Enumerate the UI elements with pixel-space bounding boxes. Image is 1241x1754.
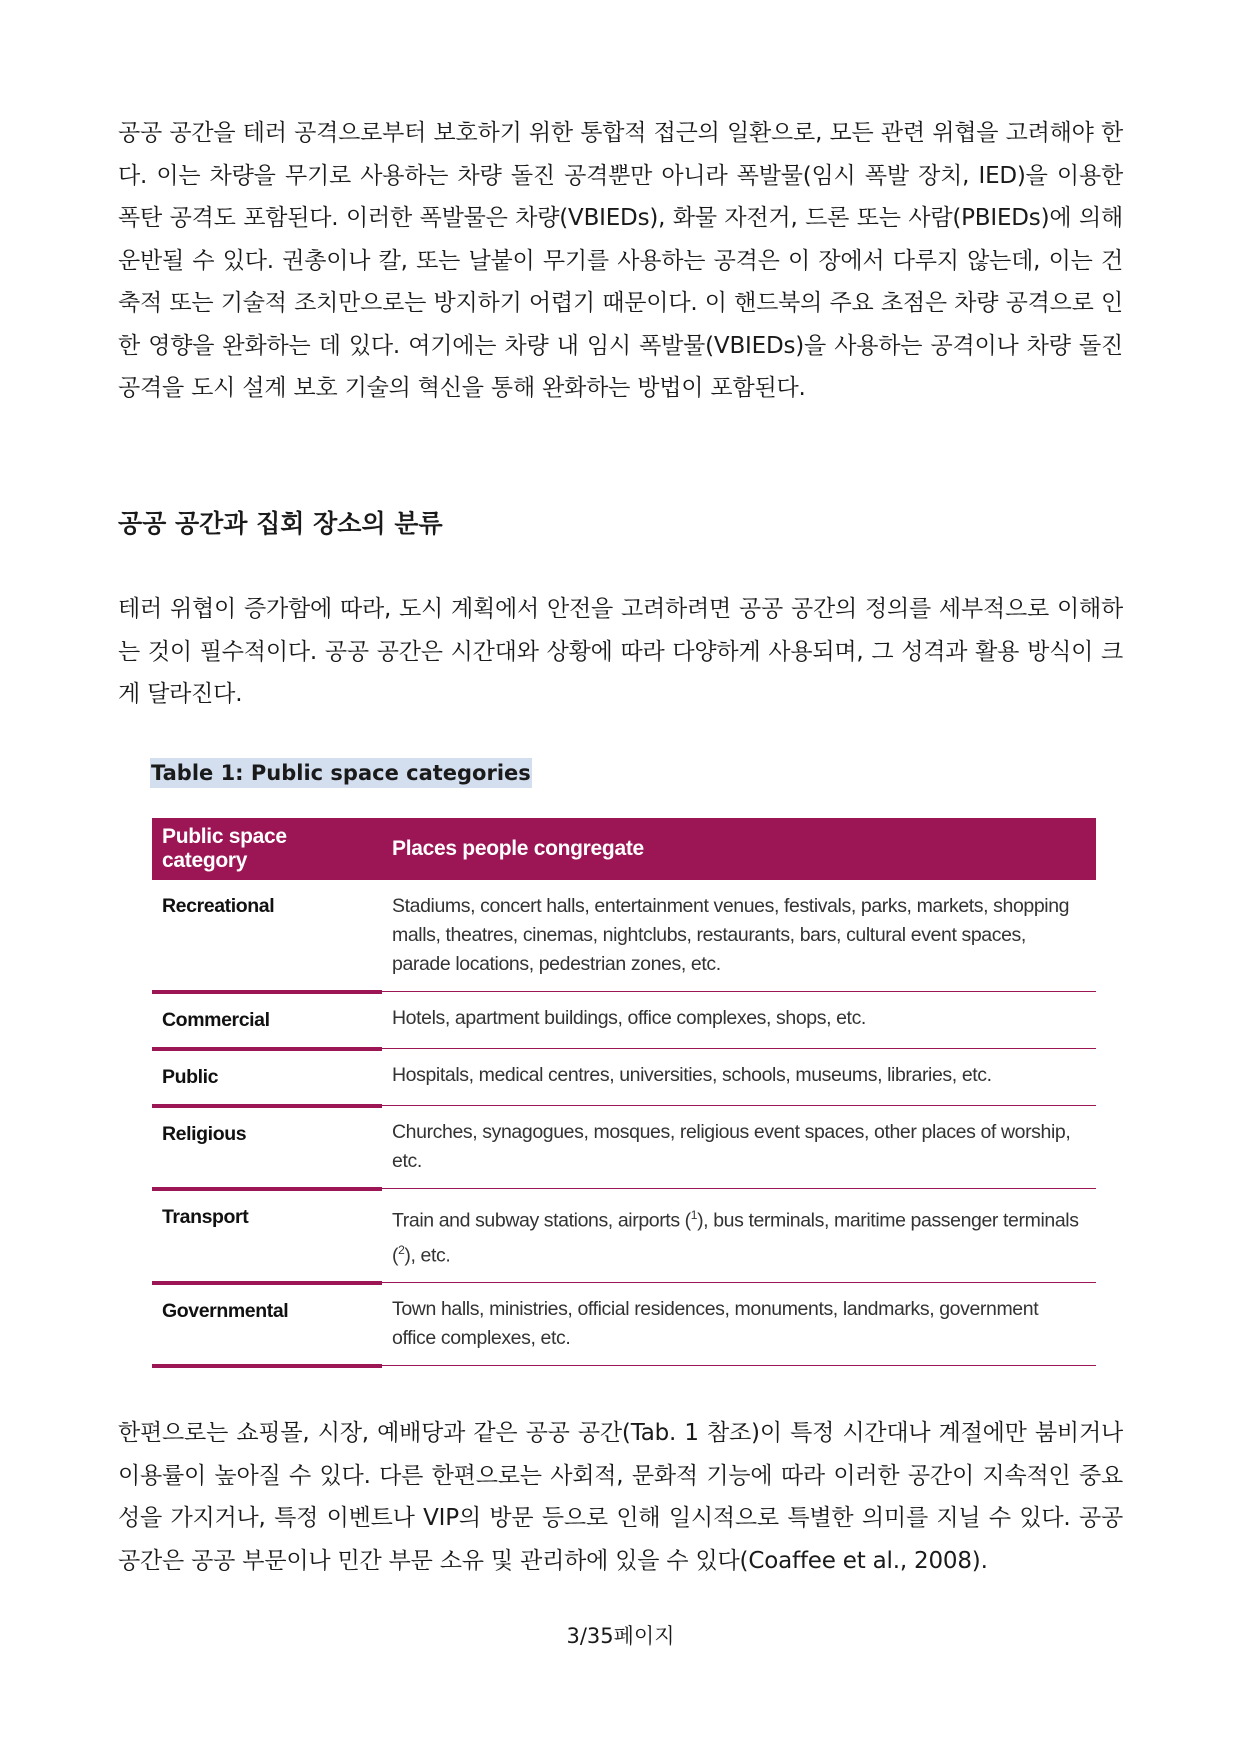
table-row — [152, 1189, 1096, 1283]
places-cell: Hotels, apartment buildings, office complexes, shops, etc. — [382, 992, 1096, 1049]
page-number: 3/35페이지 — [566, 1624, 675, 1648]
closing-paragraph: 한편으로는 쇼핑몰, 시장, 예배당과 같은 공공 공간(Tab. 1 참조)이 특정 시간대나 계절에만 붐비거나 이용률이 높아질 수 있다. 다른 한편으로는 사회적, 문화적 기능에 따라 이러한 공간이 지속적인 중요성을 가지거나, 특정 이벤트나 VIP의 방문 등으로 인해 일시적으로 특별한 의미를 지닐 수 있다. 공공 공간은 공공 부문이나 민간 부문 소유 및 관리하에 있을 수 있다(Coaffee et al., 2008). — [118, 1420, 1123, 1574]
places-cell: Town halls, ministries, official residences, monuments, landmarks, government office complexes, etc. — [382, 1283, 1096, 1366]
footnote-ref-2[interactable]: 2 — [398, 1242, 405, 1257]
section-paragraph: 테러 위협이 증가함에 따라, 도시 계획에서 안전을 고려하려면 공공 공간의 정의를 세부적으로 이해하는 것이 필수적이다. 공공 공간은 시간대와 상황에 따라 다양하게 사용되며, 그 성격과 활용 방식이 크게 달라진다. — [118, 596, 1123, 707]
table-row — [152, 1283, 1096, 1366]
category-cell: Commercial — [152, 992, 382, 1049]
places-cell: Churches, synagogues, mosques, religious event spaces, other places of worship, etc. — [382, 1106, 1096, 1189]
footnote-ref-1[interactable]: 1 — [690, 1208, 698, 1222]
places-cell: Stadiums, concert halls, entertainment venues, festivals, parks, markets, shopping malls, theatres, cinemas, nightclubs, restaurants, bars, cultural event spaces, parade locations, pedestrian zones, etc. — [382, 880, 1096, 992]
intro-paragraph: 공공 공간을 테러 공격으로부터 보호하기 위한 통합적 접근의 일환으로, 모든 관련 위협을 고려해야 한다. 이는 차량을 무기로 사용하는 차량 돌진 공격뿐만 아니라 폭발물(임시 폭발 장치, IED)을 이용한 폭탄 공격도 포함된다. 이러한 폭발물은 차량(VBIEDs), 화물 자전거, 드론 또는 사람(PBIEDs)에 의해 운반될 수 있다. 권총이나 칼, 또는 날붙이 무기를 사용하는 공격은 이 장에서 다루지 않는데, 이는 건축적 또는 기술적 조치만으로는 방지하기 어렵기 때문이다. 이 핸드북의 주요 초점은 차량 공격으로 인한 영향을 완화하는 데 있다. 여기에는 차량 내 임시 폭발물(VBIEDs)을 사용하는 공격이나 차량 돌진 공격을 도시 설계 보호 기술의 혁신을 통해 완화하는 방법이 포함된다. — [118, 120, 1123, 401]
table-row — [152, 1049, 1096, 1106]
table-caption: Table 1: Public space categories — [150, 758, 532, 788]
places-cell — [382, 1189, 1096, 1283]
section-heading: 공공 공간과 집회 장소의 분류 — [118, 509, 443, 538]
table-header-row — [152, 818, 1096, 880]
places-text-part: Train and subway stations, airports ( — [392, 1209, 691, 1232]
category-cell: Public — [152, 1049, 382, 1106]
category-cell: Recreational — [152, 880, 382, 992]
public-space-table — [152, 818, 1096, 1368]
places-cell: Hospitals, medical centres, universities, schools, museums, libraries, etc. — [382, 1049, 1096, 1106]
category-cell: Transport — [152, 1189, 382, 1283]
column-header-places: Places people congregate — [382, 818, 1096, 880]
places-text-part: ), etc. — [404, 1244, 451, 1266]
places-text-part: ), bus terminals, maritime passenger terminals ( — [392, 1209, 1079, 1266]
table-row — [152, 992, 1096, 1049]
category-cell: Governmental — [152, 1283, 382, 1366]
category-cell: Religious — [152, 1106, 382, 1189]
table-row — [152, 1106, 1096, 1189]
column-header-category: Public space category — [152, 818, 382, 880]
table-row — [152, 880, 1096, 992]
